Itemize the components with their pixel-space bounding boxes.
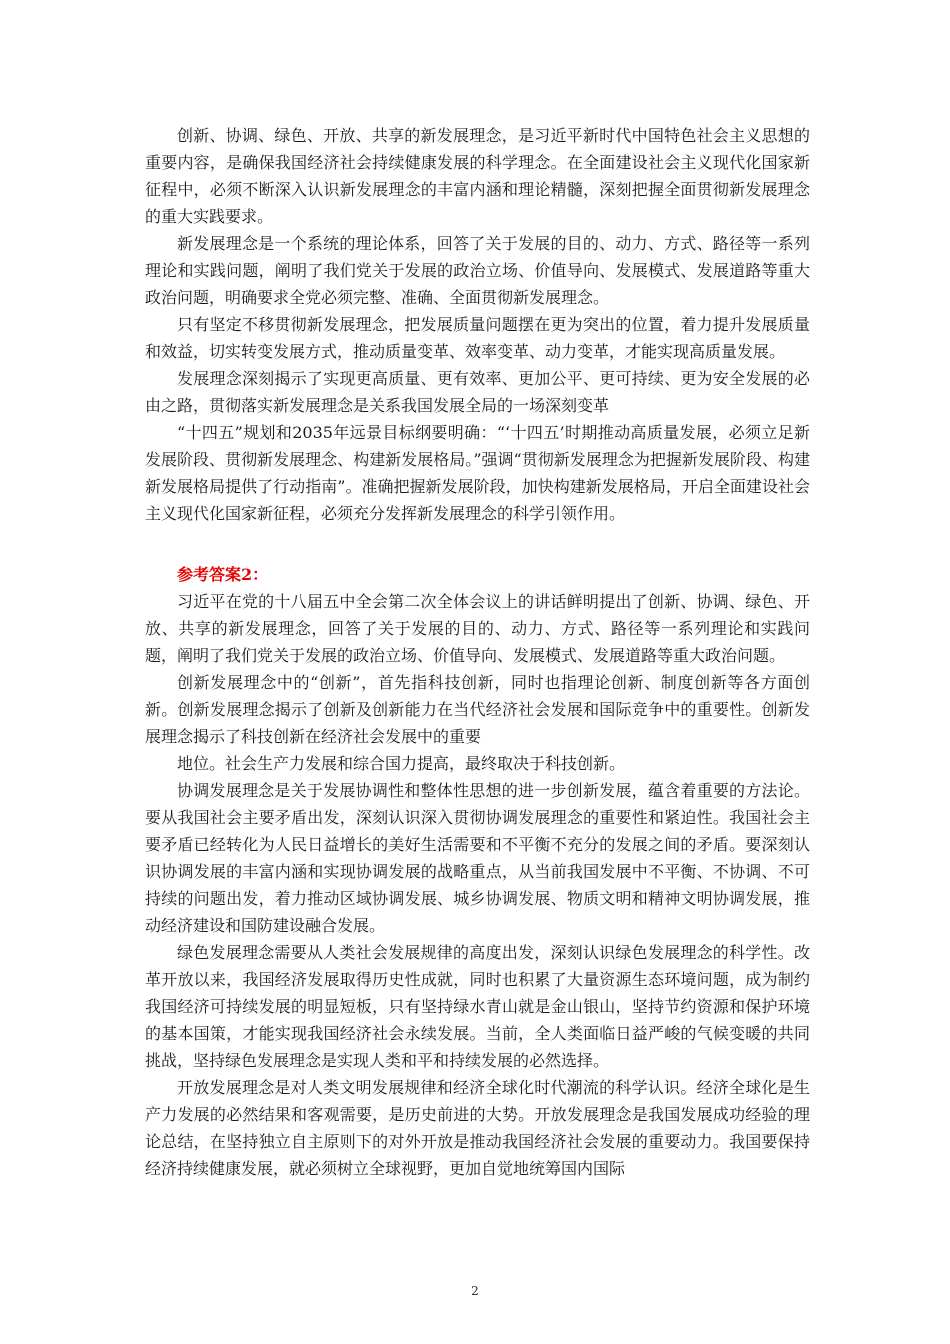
paragraph: 创新发展理念中的“创新”，首先指科技创新，同时也指理论创新、制度创新等各方面创新。创新发展理念揭示了创新及创新能力在当代经济社会发展和国际竞争中的重要性。创新发展理念揭示了科技创新在经济社会发展中的重要 bbox=[145, 673, 810, 746]
document-body bbox=[145, 122, 810, 1182]
paragraph: 绿色发展理念需要从人类社会发展规律的高度出发，深刻认识绿色发展理念的科学性。改革开放以来，我国经济发展取得历史性成就，同时也积累了大量资源生态环境问题，成为制约我国经济可持续发展的明显短板，只有坚持绿水青山就是金山银山，坚持节约资源和保护环境的基本国策，才能实现我国经济社会永续发展。当前，全人类面临日益严峻的气候变暖的共同挑战，坚持绿色发展理念是实现人类和平和持续发展的必然选择。 bbox=[145, 943, 810, 1070]
paragraph: 创新、协调、绿色、开放、共享的新发展理念，是习近平新时代中国特色社会主义思想的重要内容，是确保我国经济社会持续健康发展的科学理念。在全面建设社会主义现代化国家新征程中，必须不断深入认识新发展理念的丰富内涵和理论精髓，深刻把握全面贯彻新发展理念的重大实践要求。 bbox=[145, 126, 810, 226]
paragraph: “十四五”规划和2035年远景目标纲要明确：“‘十四五’时期推动高质量发展，必须立足新发展阶段、贯彻新发展理念、构建新发展格局。”强调“贯彻新发展理念为把握新发展阶段、构建新发展格局提供了行动指南”。准确把握新发展阶段，加快构建新发展格局，开启全面建设社会主义现代化国家新征程，必须充分发挥新发展理念的科学引领作用。 bbox=[145, 423, 810, 523]
page-number: 2 bbox=[471, 1284, 479, 1298]
paragraph: 发展理念深刻揭示了实现更高质量、更有效率、更加公平、更可持续、更为安全发展的必由之路，贯彻落实新发展理念是关系我国发展全局的一场深刻变革 bbox=[145, 369, 810, 415]
paragraph: 协调发展理念是关于发展协调性和整体性思想的进一步创新发展，蕴含着重要的方法论。要从我国社会主要矛盾出发，深刻认识深入贯彻协调发展理念的重要性和紧迫性。我国社会主要矛盾已经转化为人民日益增长的美好生活需要和不平衡不充分的发展之间的矛盾。要深刻认识协调发展的丰富内涵和实现协调发展的战略重点，从当前我国发展中不平衡、不协调、不可持续的问题出发，着力推动区域协调发展、城乡协调发展、物质文明和精神文明协调发展，推动经济建设和国防建设融合发展。 bbox=[145, 781, 810, 935]
paragraph: 地位。社会生产力发展和综合国力提高，最终取决于科技创新。 bbox=[177, 754, 626, 773]
paragraph: 习近平在党的十八届五中全会第二次全体会议上的讲话鲜明提出了创新、协调、绿色、开放、共享的新发展理念，回答了关于发展的目的、动力、方式、路径等一系列理论和实践问题，阐明了我们党关于发展的政治立场、价值导向、发展模式、发展道路等重大政治问题。 bbox=[145, 592, 810, 665]
paragraph: 开放发展理念是对人类文明发展规律和经济全球化时代潮流的科学认识。经济全球化是生产力发展的必然结果和客观需要，是历史前进的大势。开放发展理念是我国发展成功经验的理论总结，在坚持独立自主原则下的对外开放是推动我国经济社会发展的重要动力。我国要保持经济持续健康发展，就必须树立全球视野，更加自觉地统筹国内国际 bbox=[145, 1078, 810, 1178]
paragraph: 只有坚定不移贯彻新发展理念，把发展质量问题摆在更为突出的位置，着力提升发展质量和效益，切实转变发展方式，推动质量变革、效率变革、动力变革，才能实现高质量发展。 bbox=[145, 315, 810, 361]
paragraph: 新发展理念是一个系统的理论体系，回答了关于发展的目的、动力、方式、路径等一系列理论和实践问题，阐明了我们党关于发展的政治立场、价值导向、发展模式、发展道路等重大政治问题，明确要求全党必须完整、准确、全面贯彻新发展理念。 bbox=[145, 234, 810, 307]
section-spacer bbox=[145, 527, 810, 561]
answer-heading: 参考答案2： bbox=[177, 565, 269, 584]
